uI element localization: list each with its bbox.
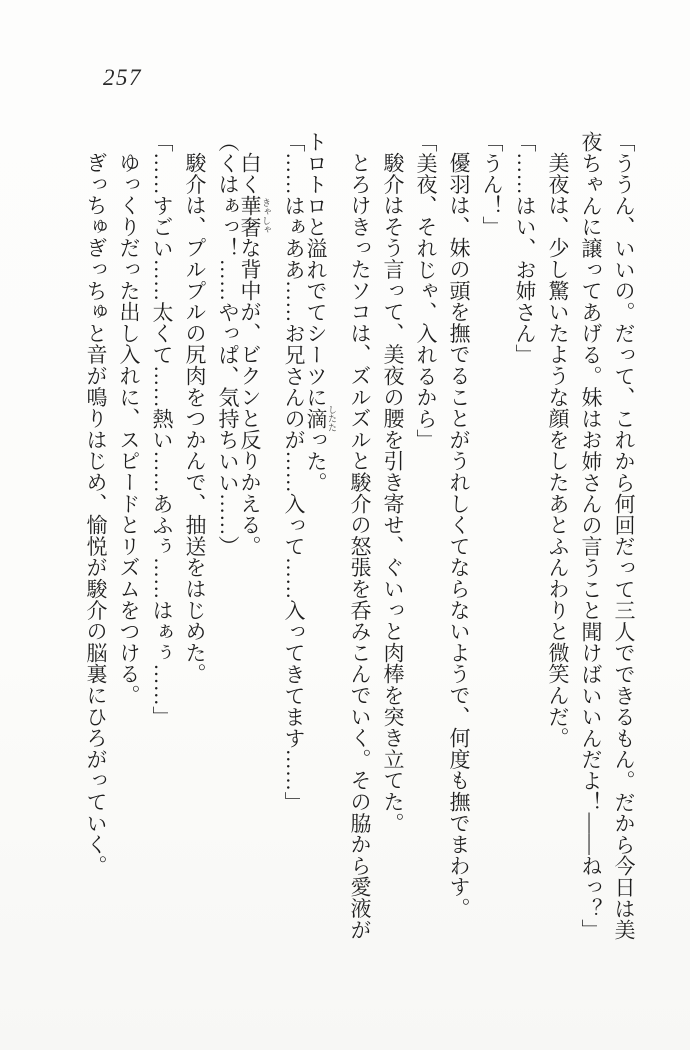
text-column: 「うん！」 <box>480 131 504 238</box>
text-column: 「……すごい……太くて……熱い……あふぅ……はぁぅ……」 <box>150 131 174 728</box>
furigana-ruby: 華奢 きゃしゃ <box>238 194 271 238</box>
text-column: ゆっくりだった出し入れに、スピードとリズムをつける。 <box>117 152 141 706</box>
furigana-ruby: 滴 したた <box>304 405 337 433</box>
text-column: 「……はい、お姉さん」 <box>513 131 537 366</box>
text-column: 夜ちゃんに譲ってあげる。妹はお姉さんの言うこと聞けばいいんだよ！――ねっ？」 <box>579 131 603 941</box>
text-column: 「美夜、それじゃ、入れるから」 <box>414 131 438 451</box>
page-number: 257 <box>103 65 142 90</box>
text-column: 「……はぁああ……お兄さんのが……入って……入ってきてます……」 <box>282 131 306 813</box>
text-column: 白く華奢 きゃしゃな背中が、ビクンと反りかえる。 <box>238 152 271 557</box>
text-column: 美夜は、少し驚いたような顔をしたあとふんわりと微笑んだ。 <box>546 152 570 749</box>
text-column: ぎっちゅぎっちゅと音が鳴りはじめ、愉悦が駿介の脳裏にひろがっていく。 <box>84 152 108 877</box>
text-column: 優羽は、妹の頭を撫でることがうれしくてならないようで、何度も撫でまわす。 <box>447 152 471 919</box>
text-column: 駿介はそう言って、美夜の腰を引き寄せ、ぐいっと肉棒を突き立てた。 <box>381 152 405 834</box>
text-column: トロトロと溢れでてシーツに滴 したたった。 <box>304 131 337 494</box>
vertical-text-block <box>85 131 634 943</box>
text-column: とろけきったソコは、ズルズルと駿介の怒張を呑みこんでいく。その脇から愛液が <box>348 152 372 941</box>
text-column: 「ううん、いいの。だって、これから何回だって三人でできるもん。だから今日は美 <box>612 131 636 941</box>
text-column: 駿介は、プルプルの尻肉をつかんで、抽送をはじめた。 <box>183 152 207 685</box>
text-column: （くはぁっ！……やっぱ、気持ちいい……） <box>216 131 240 557</box>
